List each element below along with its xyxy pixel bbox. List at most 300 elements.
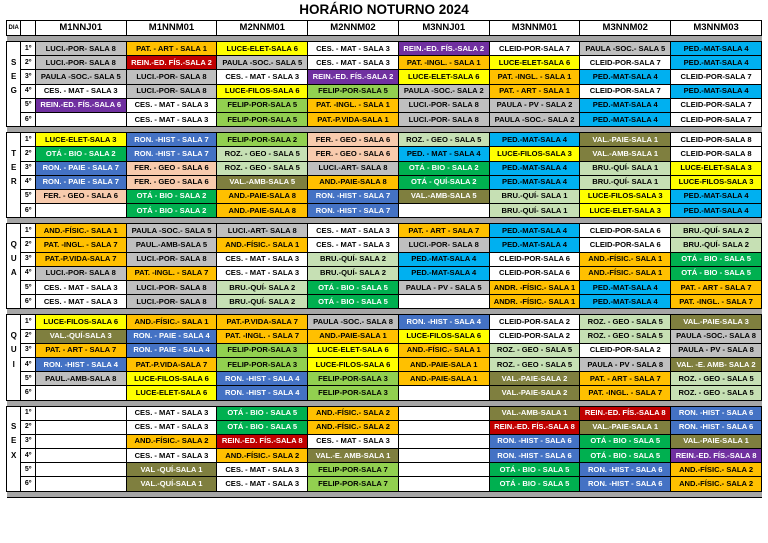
period-cell: 4º	[21, 84, 35, 98]
period-cell: 1º	[21, 42, 35, 56]
class-slot: LUCI.-POR- SALA 8	[35, 42, 126, 56]
class-slot: ROZ. - GEO - SALA 5	[217, 147, 308, 161]
class-slot: AND.-FÍSIC.- SALA 2	[308, 406, 399, 420]
period-cell: 1º	[21, 133, 35, 147]
class-slot: PED.-MAT-SALA 4	[580, 70, 671, 84]
table-row	[7, 434, 762, 448]
day-letter: U	[7, 343, 21, 357]
class-slot: PAULA -SOC.- SALA 5	[126, 224, 217, 238]
class-slot: RON. - PAIE - SALA 4	[126, 343, 217, 357]
period-header	[21, 21, 35, 36]
class-slot: VAL.-QUÍ-SALA 3	[35, 329, 126, 343]
class-slot: PED.-MAT-SALA 4	[671, 56, 762, 70]
class-slot: LUCE-ELET-SALA 6	[308, 343, 399, 357]
table-row	[7, 189, 762, 203]
class-slot: PAULA - PV - SALA 5	[398, 281, 489, 295]
class-slot: CES. - MAT - SALA 3	[217, 252, 308, 266]
class-slot: REIN.-ED. FÍS.-SALA 8	[580, 406, 671, 420]
period-cell: 5º	[21, 372, 35, 386]
class-slot: LUCE-ELET-SALA 3	[580, 204, 671, 218]
day-letter	[7, 204, 21, 218]
day-letter	[7, 477, 21, 491]
class-slot: FELIP-POR-SALA 5	[217, 98, 308, 112]
class-slot: AND.-PAIE-SALA 1	[308, 329, 399, 343]
class-slot: FER. - GEO - SALA 6	[126, 175, 217, 189]
class-slot: OTÁ - BIO - SALA 5	[217, 406, 308, 420]
class-slot: FER. - GEO - SALA 6	[35, 189, 126, 203]
class-slot: PAULA - PV - SALA 8	[671, 343, 762, 357]
table-row	[7, 161, 762, 175]
class-slot: CES. - MAT - SALA 3	[217, 463, 308, 477]
day-letter	[7, 133, 21, 147]
table-row	[7, 281, 762, 295]
period-cell: 3º	[21, 161, 35, 175]
class-slot: CES. - MAT - SALA 3	[126, 98, 217, 112]
day-separator	[7, 491, 762, 497]
class-slot: PED. - MAT - SALA 4	[398, 147, 489, 161]
class-slot: PAUL.-AMB-SALA 5	[126, 238, 217, 252]
class-slot: LUCE-FILOS-SALA 6	[398, 329, 489, 343]
table-row	[7, 477, 762, 491]
class-slot: PAT. -INGL. - SALA 7	[671, 295, 762, 309]
day-letter	[7, 98, 21, 112]
class-slot: PAULA -SOC.- SALA 8	[671, 329, 762, 343]
class-slot: PAULA -SOC.- SALA 5	[580, 42, 671, 56]
class-slot: CLEID-POR-SALA 7	[671, 112, 762, 126]
class-slot: VAL.-AMB-SALA 5	[398, 189, 489, 203]
class-slot: RON. -HIST - SALA 4	[398, 315, 489, 329]
class-slot: RON. -HIST - SALA 4	[217, 372, 308, 386]
class-slot: FER. - GEO - SALA 6	[308, 147, 399, 161]
class-slot: PED.-MAT-SALA 4	[489, 175, 580, 189]
class-slot	[398, 420, 489, 434]
class-slot: CES. - MAT - SALA 3	[126, 449, 217, 463]
period-cell: 3º	[21, 434, 35, 448]
period-cell: 6º	[21, 386, 35, 400]
class-slot: BRU.-QUÍ- SALA 2	[217, 295, 308, 309]
class-header: M3NNM02	[580, 21, 671, 36]
class-slot: RON. - PAIE - SALA 7	[35, 175, 126, 189]
class-slot: ANDR. -FÍSIC.- SALA 1	[489, 281, 580, 295]
class-slot: CES. - MAT - SALA 3	[35, 281, 126, 295]
class-slot: FELIP-POR-SALA 5	[217, 112, 308, 126]
class-slot: CLEID-POR-SALA 6	[489, 266, 580, 280]
table-row	[7, 56, 762, 70]
class-slot: RON. -HIST - SALA 6	[671, 406, 762, 420]
class-slot: CES. - MAT - SALA 3	[217, 477, 308, 491]
class-slot	[398, 449, 489, 463]
table-row	[7, 315, 762, 329]
class-slot: ROZ. - GEO - SALA 5	[489, 357, 580, 371]
day-letter	[7, 315, 21, 329]
table-row	[7, 224, 762, 238]
class-slot: ROZ. - GEO - SALA 5	[398, 133, 489, 147]
table-row	[7, 420, 762, 434]
class-slot: CLEID-POR-SALA 7	[489, 42, 580, 56]
class-slot: AND.-FÍSIC.- SALA 1	[217, 238, 308, 252]
day-letter: R	[7, 175, 21, 189]
day-letter: E	[7, 70, 21, 84]
class-slot: REIN.-ED. FÍS.-SALA 8	[217, 434, 308, 448]
period-cell: 5º	[21, 98, 35, 112]
class-slot	[398, 295, 489, 309]
class-slot: PAT. - ART - SALA 7	[580, 372, 671, 386]
class-slot: OTÁ - BIO - SALA 2	[126, 204, 217, 218]
class-slot: VAL -QUÍ-SALA 1	[126, 463, 217, 477]
class-slot: PAT. -INGL. - SALA 7	[126, 266, 217, 280]
class-slot: PED.-MAT-SALA 4	[489, 224, 580, 238]
class-slot: PAT. -INGL. - SALA 7	[217, 329, 308, 343]
class-slot: REIN.-ED. FÍS.-SALA 2	[126, 56, 217, 70]
class-slot: LUCE-FILOS-SALA 6	[308, 357, 399, 371]
table-row	[7, 463, 762, 477]
class-slot: AND.-FÍSIC.- SALA 2	[217, 449, 308, 463]
class-slot: REIN.-ED. FÍS.-SALA 8	[489, 420, 580, 434]
class-slot: RON. -HIST - SALA 6	[580, 477, 671, 491]
class-slot: RON. -HIST - SALA 7	[126, 147, 217, 161]
class-slot: PAULA -SOC.- SALA 8	[308, 315, 399, 329]
class-slot: CLEID-POR-SALA 8	[671, 147, 762, 161]
day-letter: G	[7, 84, 21, 98]
class-slot: CLEID-POR-SALA 2	[489, 329, 580, 343]
class-slot: AND.-FÍSIC.- SALA 1	[126, 315, 217, 329]
class-slot: PED.-MAT-SALA 4	[489, 133, 580, 147]
period-cell: 6º	[21, 477, 35, 491]
class-slot: LUCE-ELET-SALA 6	[489, 56, 580, 70]
schedule-body	[7, 36, 762, 498]
class-slot: VAL.-PAIE-SALA 2	[489, 372, 580, 386]
day-letter	[7, 224, 21, 238]
class-slot: LUCI.-POR- SALA 8	[398, 98, 489, 112]
class-slot: LUCE-ELET-SALA 6	[217, 42, 308, 56]
class-slot: AND.-FÍSIC.- SALA 1	[580, 252, 671, 266]
day-letter: E	[7, 434, 21, 448]
class-header: M1NNJ01	[35, 21, 126, 36]
class-slot: VAL.-E. AMB-SALA 1	[308, 449, 399, 463]
class-slot: CLEID-POR-SALA 2	[489, 315, 580, 329]
class-slot	[35, 463, 126, 477]
class-slot: LUCI.-ART- SALA 8	[217, 224, 308, 238]
schedule-container	[6, 20, 762, 498]
table-row	[7, 133, 762, 147]
day-letter: U	[7, 252, 21, 266]
class-slot: LUCI.-POR- SALA 8	[126, 281, 217, 295]
class-slot: PED.-MAT-SALA 4	[580, 98, 671, 112]
class-slot: RON. -HIST - SALA 6	[671, 420, 762, 434]
class-slot: PAT.-P.VIDA-SALA 1	[308, 112, 399, 126]
class-slot	[398, 386, 489, 400]
class-slot: AND.-PAIE-SALA 8	[217, 189, 308, 203]
class-slot: AND.-PAIE-SALA 8	[217, 204, 308, 218]
class-slot	[35, 204, 126, 218]
class-slot: AND.-FÍSIC.- SALA 1	[580, 266, 671, 280]
class-header: M2NNM01	[217, 21, 308, 36]
class-slot: BRU.-QUÍ- SALA 2	[217, 281, 308, 295]
class-slot: AND.-FÍSIC.- SALA 1	[35, 224, 126, 238]
class-slot: LUCE-FILOS-SALA 6	[217, 84, 308, 98]
class-slot: CLEID-POR-SALA 2	[580, 343, 671, 357]
period-cell: 6º	[21, 204, 35, 218]
class-slot	[35, 420, 126, 434]
class-slot	[398, 477, 489, 491]
table-row	[7, 238, 762, 252]
period-cell: 1º	[21, 224, 35, 238]
period-cell: 2º	[21, 56, 35, 70]
class-slot: BRU.-QUÍ- SALA 2	[671, 238, 762, 252]
day-letter	[7, 42, 21, 56]
class-slot: LUCI.-POR- SALA 8	[398, 238, 489, 252]
schedule-table	[6, 20, 762, 498]
class-slot: OTÁ - BIO - SALA 5	[489, 477, 580, 491]
class-slot: PAT. -INGL. - SALA 7	[35, 238, 126, 252]
day-letter	[7, 386, 21, 400]
period-cell: 6º	[21, 112, 35, 126]
class-header: M3NNM01	[489, 21, 580, 36]
period-cell: 4º	[21, 175, 35, 189]
class-slot: ROZ. - GEO - SALA 5	[489, 343, 580, 357]
table-row	[7, 84, 762, 98]
class-slot: PAULA -SOC.- SALA 2	[489, 112, 580, 126]
class-slot: PAT.-P.VIDA-SALA 7	[126, 357, 217, 371]
class-slot: VAL.-PAIE-SALA 1	[580, 133, 671, 147]
class-slot: OTÁ - BIO - SALA 5	[671, 252, 762, 266]
class-slot: BRU.-QUÍ- SALA 1	[580, 175, 671, 189]
period-cell: 3º	[21, 70, 35, 84]
class-slot: AND.-PAIE-SALA 8	[308, 175, 399, 189]
class-slot: REIN.-ED. FÍS.-SALA 8	[671, 449, 762, 463]
class-slot: RON. - PAIE - SALA 4	[126, 329, 217, 343]
period-cell: 1º	[21, 315, 35, 329]
class-slot: LUCE-ELET-SALA 6	[398, 70, 489, 84]
class-slot: FELIP-POR-SALA 2	[217, 133, 308, 147]
class-slot: LUCI.-POR- SALA 8	[126, 70, 217, 84]
class-slot: CES. - MAT - SALA 3	[308, 224, 399, 238]
class-slot: PED.-MAT-SALA 4	[580, 295, 671, 309]
class-header: M2NNM02	[308, 21, 399, 36]
class-slot: ROZ. - GEO - SALA 5	[580, 315, 671, 329]
class-slot: LUCE-FILOS-SALA 3	[580, 189, 671, 203]
period-cell: 2º	[21, 329, 35, 343]
class-slot: BRU.-QUÍ- SALA 2	[671, 224, 762, 238]
class-slot: PAULA -SOC.- SALA 5	[35, 70, 126, 84]
class-slot: PED.-MAT-SALA 4	[489, 238, 580, 252]
class-slot: PAULA - PV - SALA 2	[489, 98, 580, 112]
class-slot: RON. -HIST - SALA 7	[308, 189, 399, 203]
table-row	[7, 147, 762, 161]
class-slot: LUCE-FILOS-SALA 3	[671, 175, 762, 189]
class-slot: RON. - PAIE - SALA 7	[35, 161, 126, 175]
table-row	[7, 449, 762, 463]
class-slot: FELIP-POR-SALA 3	[217, 357, 308, 371]
class-slot	[398, 434, 489, 448]
class-slot: LUCE-FILOS-SALA 6	[126, 372, 217, 386]
day-letter: Q	[7, 329, 21, 343]
class-slot: CES. - MAT - SALA 3	[308, 42, 399, 56]
class-slot: PAT. -INGL. - SALA 1	[308, 98, 399, 112]
period-cell: 5º	[21, 189, 35, 203]
class-slot: LUCI.-POR- SALA 8	[35, 266, 126, 280]
class-slot: FELIP-POR-SALA 7	[308, 463, 399, 477]
period-cell: 1º	[21, 406, 35, 420]
class-slot: PAT. -INGL. - SALA 7	[580, 386, 671, 400]
class-slot: AND.-FÍSIC.- SALA 2	[671, 463, 762, 477]
class-slot: PAUL.-AMB-SALA 8	[35, 372, 126, 386]
class-slot: CLEID-POR-SALA 6	[489, 252, 580, 266]
class-slot: BRU.-QUÍ- SALA 1	[580, 161, 671, 175]
period-cell: 4º	[21, 357, 35, 371]
class-slot	[398, 463, 489, 477]
class-slot: FER. - GEO - SALA 6	[126, 161, 217, 175]
class-slot	[35, 386, 126, 400]
class-slot: REIN.-ED. FÍS.-SALA 2	[308, 70, 399, 84]
class-slot: OTÁ - BIO - SALA 5	[308, 281, 399, 295]
class-header: M1NNM01	[126, 21, 217, 36]
day-letter: S	[7, 56, 21, 70]
period-cell: 5º	[21, 281, 35, 295]
class-slot: RON. -HIST - SALA 7	[126, 133, 217, 147]
class-slot: REIN.-ED. FÍS.-SALA 6	[35, 98, 126, 112]
class-slot: VAL.-AMB-SALA 5	[217, 175, 308, 189]
period-cell: 6º	[21, 295, 35, 309]
class-slot: ROZ. - GEO - SALA 5	[217, 161, 308, 175]
class-slot: PAT. - ART - SALA 1	[126, 42, 217, 56]
class-slot: VAL.-PAIE-SALA 3	[671, 315, 762, 329]
class-slot: FELIP-POR-SALA 3	[308, 386, 399, 400]
class-slot: LUCI.-POR- SALA 8	[398, 112, 489, 126]
separator-cell	[7, 491, 762, 497]
class-slot: CES. - MAT - SALA 3	[308, 238, 399, 252]
class-slot: AND.-FÍSIC.- SALA 2	[671, 477, 762, 491]
class-slot: PED.-MAT-SALA 4	[671, 42, 762, 56]
table-row	[7, 98, 762, 112]
class-slot: AND.-FÍSIC.- SALA 2	[308, 420, 399, 434]
table-row	[7, 252, 762, 266]
table-row	[7, 357, 762, 371]
class-slot: CLEID-POR-SALA 7	[580, 56, 671, 70]
class-slot: CLEID-POR-SALA 7	[671, 98, 762, 112]
day-letter	[7, 295, 21, 309]
class-slot: RON. -HIST - SALA 7	[308, 204, 399, 218]
class-slot: LUCI.-POR- SALA 8	[126, 295, 217, 309]
class-slot: VAL.-PAIE-SALA 1	[580, 420, 671, 434]
class-slot: VAL.-PAIE-SALA 1	[671, 434, 762, 448]
class-slot: AND.-PAIE-SALA 1	[398, 357, 489, 371]
class-slot: CES. - MAT - SALA 3	[126, 406, 217, 420]
day-letter	[7, 372, 21, 386]
table-row	[7, 175, 762, 189]
class-slot: OTÁ - BIO - SALA 2	[35, 147, 126, 161]
class-slot: PAULA -SOC.- SALA 2	[398, 84, 489, 98]
day-letter: S	[7, 420, 21, 434]
class-slot: OTÁ - BIO - SALA 5	[489, 463, 580, 477]
day-letter: Q	[7, 238, 21, 252]
class-slot: PED.-MAT-SALA 4	[398, 252, 489, 266]
class-slot: FELIP-POR-SALA 3	[308, 372, 399, 386]
class-slot: OTÁ - BIO - SALA 5	[217, 420, 308, 434]
class-slot: LUCI.-POR- SALA 8	[126, 84, 217, 98]
class-slot	[398, 204, 489, 218]
class-slot: RON. -HIST - SALA 6	[489, 449, 580, 463]
class-slot: VAL.-QUÍ-SALA 1	[126, 477, 217, 491]
class-slot: OTÁ - QUÍ-SALA 2	[398, 175, 489, 189]
class-slot: CES. - MAT - SALA 3	[217, 266, 308, 280]
class-slot: ANDR. -FÍSIC.- SALA 1	[489, 295, 580, 309]
period-cell: 2º	[21, 147, 35, 161]
class-slot: VAL.-AMB-SALA 1	[580, 147, 671, 161]
class-header: M3NNM03	[671, 21, 762, 36]
day-letter	[7, 281, 21, 295]
table-row	[7, 372, 762, 386]
day-letter: I	[7, 357, 21, 371]
class-slot	[35, 449, 126, 463]
class-slot: PED.-MAT-SALA 4	[671, 204, 762, 218]
class-slot: PAT.-P.VIDA-SALA 7	[35, 252, 126, 266]
day-letter: A	[7, 266, 21, 280]
class-slot: CES. - MAT - SALA 3	[308, 434, 399, 448]
table-row	[7, 329, 762, 343]
class-slot: PAT. - ART - SALA 7	[398, 224, 489, 238]
table-row	[7, 70, 762, 84]
class-slot	[398, 406, 489, 420]
class-slot: CLEID-POR-SALA 7	[580, 84, 671, 98]
class-slot: LUCE-ELET-SALA 3	[671, 161, 762, 175]
table-row	[7, 266, 762, 280]
table-row	[7, 42, 762, 56]
class-slot: OTÁ - BIO - SALA 5	[580, 449, 671, 463]
class-slot: PED.-MAT-SALA 4	[580, 281, 671, 295]
class-slot: OTÁ - BIO - SALA 5	[671, 266, 762, 280]
table-row	[7, 204, 762, 218]
class-slot: LUCE-ELET-SALA 3	[35, 133, 126, 147]
dia-header: DIA	[7, 21, 21, 36]
class-slot: OTÁ - BIO - SALA 2	[126, 189, 217, 203]
class-slot: LUCE-FILOS-SALA 6	[35, 315, 126, 329]
class-slot: BRU.-QUÍ- SALA 2	[308, 266, 399, 280]
header-row	[7, 21, 762, 36]
class-slot: LUCE-FILOS-SALA 3	[489, 147, 580, 161]
day-letter	[7, 112, 21, 126]
day-letter: X	[7, 449, 21, 463]
class-slot	[35, 477, 126, 491]
class-slot: PED.-MAT-SALA 4	[580, 112, 671, 126]
class-slot: LUCI.-POR- SALA 8	[126, 252, 217, 266]
day-letter	[7, 463, 21, 477]
class-slot: FELIP-POR-SALA 3	[217, 343, 308, 357]
class-slot: CES. - MAT - SALA 3	[126, 420, 217, 434]
day-letter	[7, 406, 21, 420]
period-cell: 3º	[21, 252, 35, 266]
class-slot: BRU.-QUÍ- SALA 2	[308, 252, 399, 266]
class-slot: PAT. - ART - SALA 7	[35, 343, 126, 357]
class-slot	[35, 434, 126, 448]
class-slot: BRU.-QUÍ- SALA 1	[489, 204, 580, 218]
class-slot: PAT.-P.VIDA-SALA 7	[217, 315, 308, 329]
class-slot: CLEID-POR-SALA 8	[671, 133, 762, 147]
class-slot: FELIP-POR-SALA 7	[308, 477, 399, 491]
class-slot: PAT. - ART - SALA 1	[489, 84, 580, 98]
class-slot: ROZ. - GEO - SALA 5	[671, 372, 762, 386]
class-slot: CES. - MAT - SALA 3	[308, 56, 399, 70]
table-row	[7, 295, 762, 309]
class-slot: VAL.-PAIE-SALA 2	[489, 386, 580, 400]
class-slot: PAT. -INGL. - SALA 1	[398, 56, 489, 70]
class-slot	[35, 112, 126, 126]
class-header: M3NNJ01	[398, 21, 489, 36]
class-slot: ROZ. - GEO - SALA 5	[580, 329, 671, 343]
class-slot: CES. - MAT - SALA 3	[35, 295, 126, 309]
class-slot: REIN.-ED. FÍS.-SALA 2	[398, 42, 489, 56]
class-slot: AND.-FÍSIC.- SALA 1	[398, 343, 489, 357]
